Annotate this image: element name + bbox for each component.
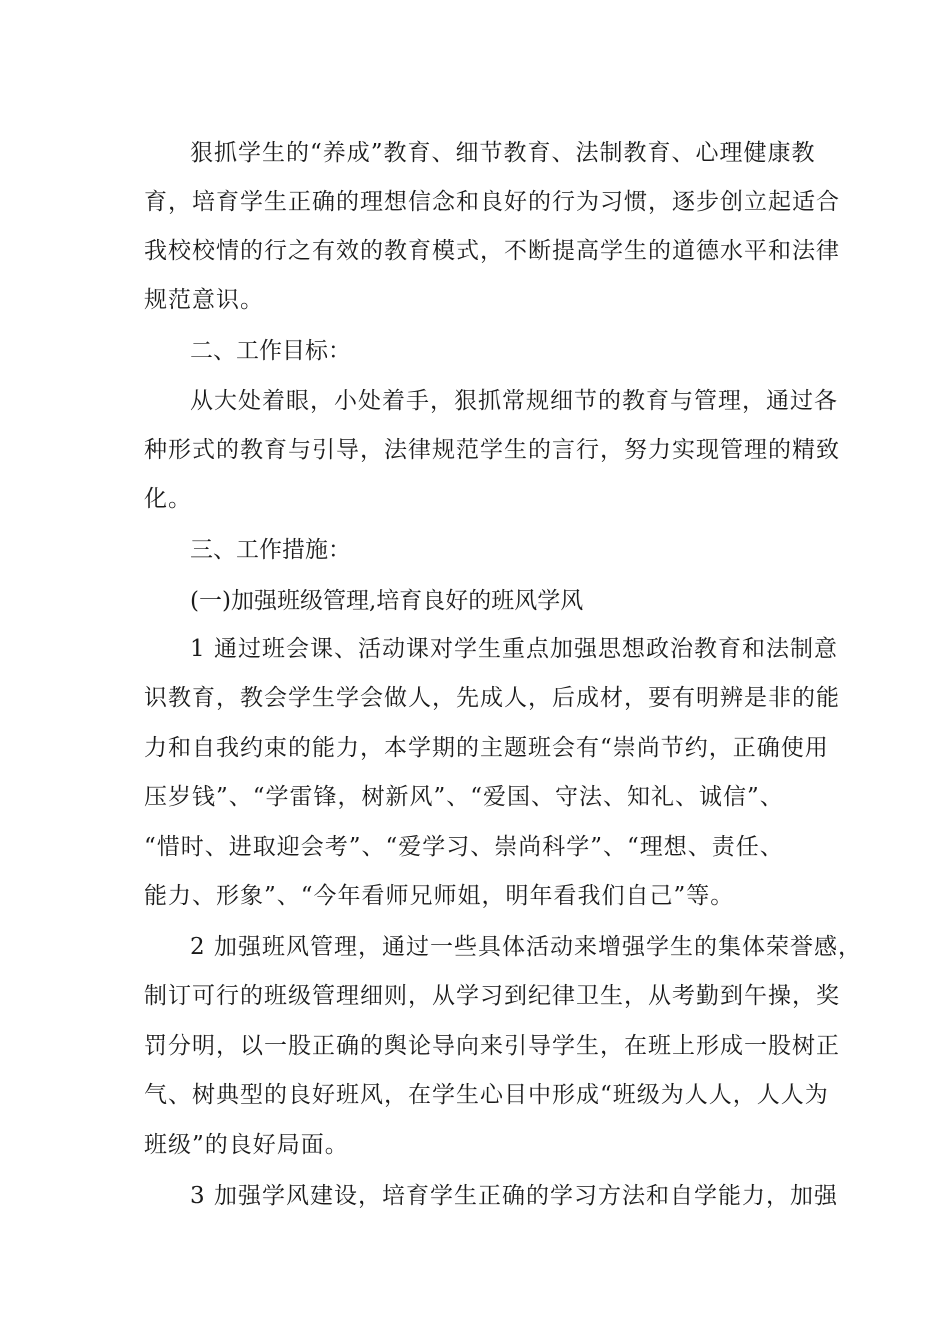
text-line: “惜时、进取迎会考”、“爱学习、崇尚科学”、“理想、责任、 [144,834,784,860]
text-line: 我校校情的行之有效的教育模式，不断提高学生的道德水平和法律 [144,238,840,264]
text-line: 制订可行的班级管理细则，从学习到纪律卫生，从考勤到午操，奖 [144,983,840,1009]
section-heading-goals: 二、工作目标： [190,338,351,364]
text-line: 化。 [144,486,192,512]
text-line: 班级”的良好局面。 [144,1132,349,1158]
text-line: 气、树典型的良好班风，在学生心目中形成“班级为人人，人人为 [144,1082,829,1108]
text-line: 能力、形象”、“今年看师兄师姐，明年看我们自己”等。 [144,883,735,909]
text-line: 压岁钱”、“学雷锋，树新风”、“爱国、守法、知礼、诚信”、 [144,784,784,810]
text-line: 育，培育学生正确的理想信念和良好的行为习惯，逐步创立起适合 [144,189,840,215]
text-line: 狠抓学生的“养成”教育、细节教育、法制教育、心理健康教 [190,140,816,166]
text-line: 从大处着眼，小处着手，狠抓常规细节的教育与管理，通过各 [190,388,838,414]
section-heading-measures: 三、工作措施： [190,537,351,563]
text-line: 种形式的教育与引导，法律规范学生的言行，努力实现管理的精致 [144,437,840,463]
text-line: 1 通过班会课、活动课对学生重点加强思想政治教育和法制意 [190,636,838,662]
text-line: 力和自我约束的能力，本学期的主题班会有“崇尚节约，正确使用 [144,735,829,761]
subsection-heading-1: (一)加强班级管理,培育良好的班风学风 [190,588,584,614]
text-line: 罚分明，以一股正确的舆论导向来引导学生，在班上形成一股树正 [144,1033,840,1059]
text-line: 识教育，教会学生学会做人，先成人，后成材，要有明辨是非的能 [144,685,840,711]
text-line: 3 加强学风建设，培育学生正确的学习方法和自学能力，加强 [190,1183,838,1209]
text-line: 规范意识。 [144,287,264,313]
text-line: 2 加强班风管理，通过一些具体活动来增强学生的集体荣誉感， [190,934,862,960]
